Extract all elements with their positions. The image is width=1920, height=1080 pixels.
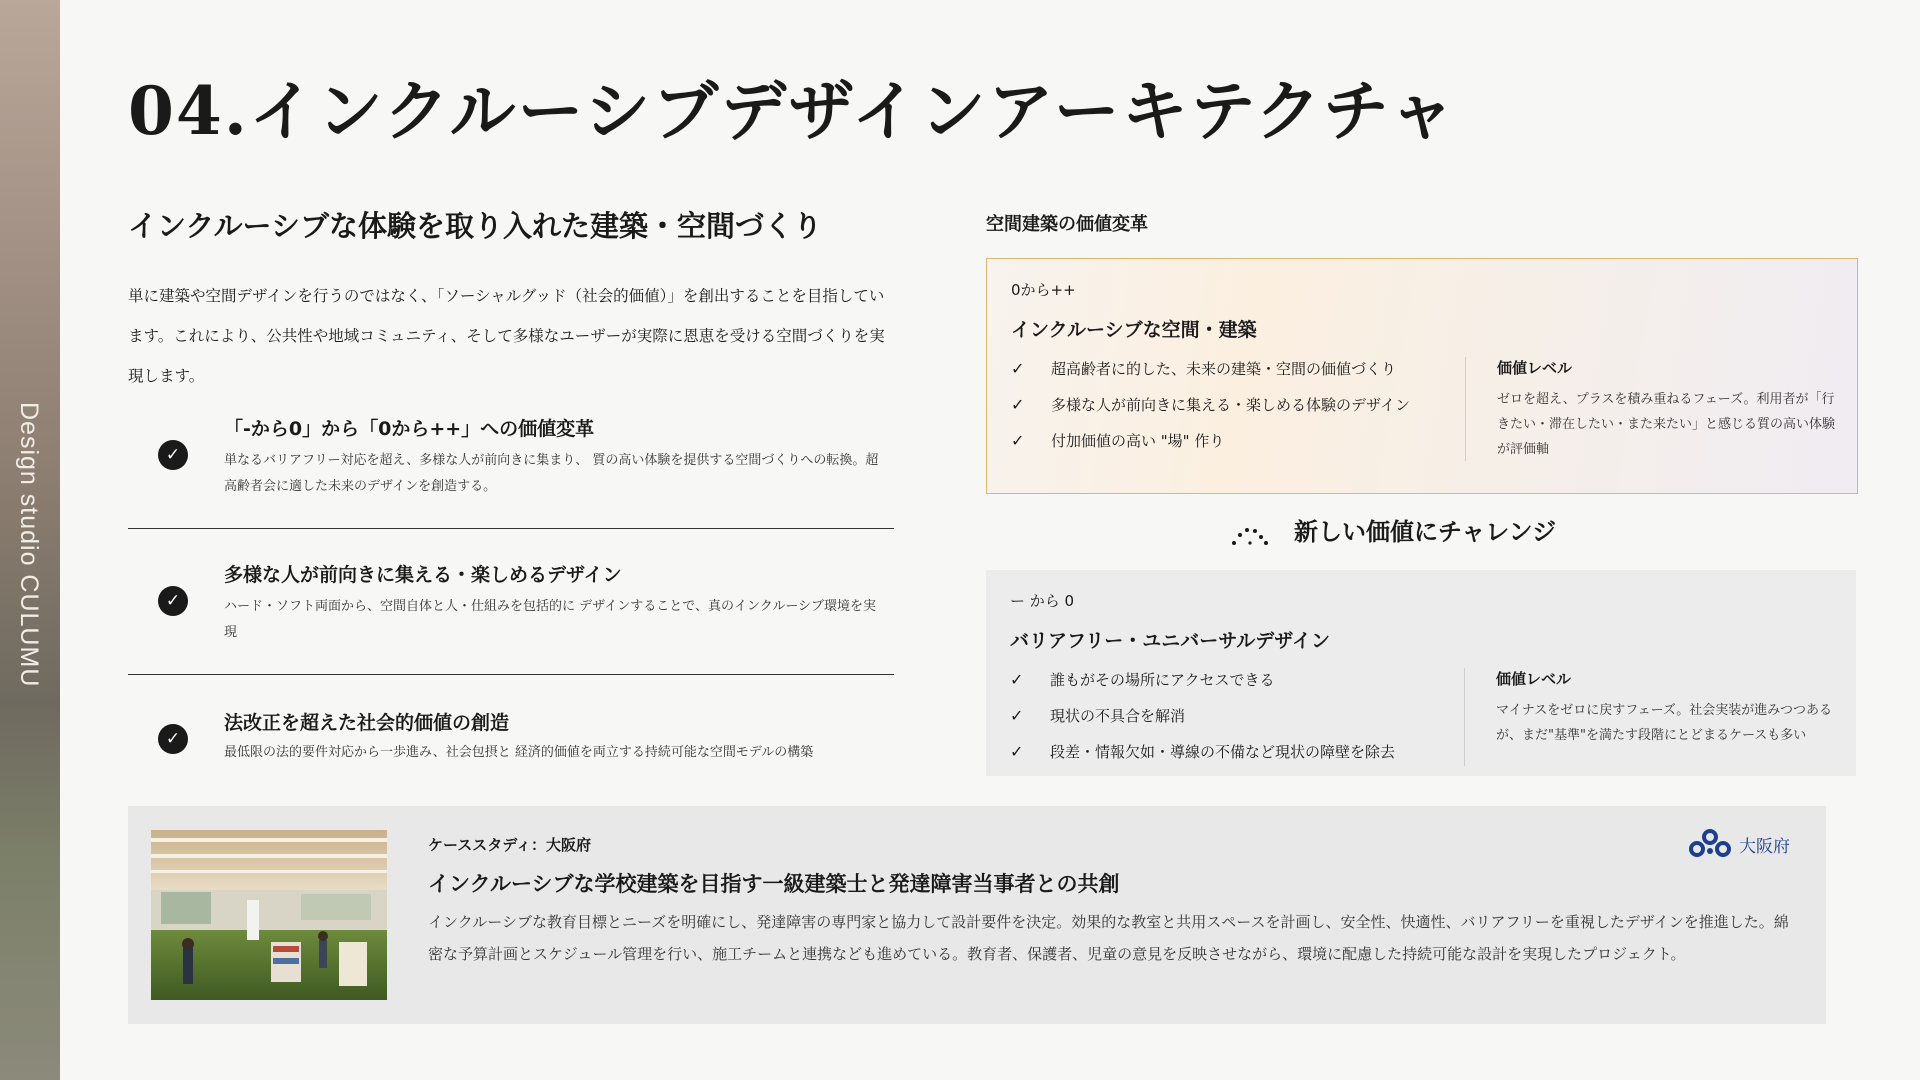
osaka-logo-text: 大阪府 — [1739, 836, 1790, 857]
list-item: ✓ 付加価値の高い "場" 作り — [1011, 423, 1410, 459]
school-interior-photo — [151, 830, 387, 1000]
check-circle-icon: ✓ — [158, 440, 188, 470]
check-icon: ✓ — [1010, 742, 1024, 761]
value-level-text: ゼロを超え、プラスを積み重ねるフェーズ。利用者が「行きたい・滞在したい・また来たい」と感じる質の高い体験が評価軸 — [1497, 392, 1836, 457]
divider — [1465, 357, 1466, 461]
card-title: バリアフリー・ユニバーサルデザイン — [1010, 630, 1330, 652]
list-item: ✓ 超高齢者に的した、未来の建築・空間の価値づくり — [1011, 351, 1410, 387]
list-item: ✓ 現状の不具合を解消 — [1010, 698, 1395, 734]
list-item: ✓ 段差・情報欠如・導線の不備など現状の障壁を除去 — [1010, 734, 1395, 770]
check-icon: ✓ — [1010, 706, 1024, 725]
point-description: ハード・ソフト両面から、空間自体と人・仕組みを包括的に デザインすることで、真のインクルーシブ環境を実現 — [224, 599, 877, 640]
barrier-free-card — [986, 570, 1856, 776]
value-level-label: 価値レベル — [1496, 670, 1572, 688]
card-list — [1011, 351, 1410, 459]
case-study-panel — [128, 806, 1826, 1024]
check-icon: ✓ — [1011, 359, 1025, 378]
card-list — [1010, 662, 1395, 770]
section-intro: 単に建築や空間デザインを行うのではなく、「ソーシャルグッド（社会的価値）」を創出することを目指しています。これにより、公共性や地域コミュニティ、そして多様なユーザーが実際に恩恵を受ける空間づくりを実現します。 — [128, 287, 885, 385]
case-study-title: インクルーシブな学校建築を目指す一級建築士と発達障害当事者との共創 — [428, 872, 1120, 896]
value-point — [128, 552, 894, 675]
point-title: 「-から0」から「0から++」への価値変革 — [224, 418, 595, 440]
case-study-text: インクルーシブな教育目標とニーズを明確にし、発達障害の専門家と協力して設計要件を決定。効果的な教室と共用スペースを計画し、安全性、快適性、バリアフリーを重視したデザインを推進した。綿密な予算計画とスケジュール管理を行い、施工チームと連携なども進めている。教育者、保護者、児童の意見を反映させながら、環境に配慮した持続可能な設計を実現したプロジェクト。 — [428, 913, 1789, 963]
value-level-text: マイナスをゼロに戻すフェーズ。社会実装が進みつつあるが、まだ"基準"を満たす段階にとどまるケースも多い — [1496, 703, 1833, 743]
brand-name: Design studio CULUMU — [15, 402, 43, 688]
page-title: 04.インクルーシブデザインアーキテクチャ — [128, 72, 1457, 150]
value-point — [128, 404, 894, 529]
value-level-label: 価値レベル — [1497, 359, 1573, 377]
card-title: インクルーシブな空間・建築 — [1011, 319, 1257, 341]
list-item: ✓ 誰もがその場所にアクセスできる — [1010, 662, 1395, 698]
check-circle-icon: ✓ — [158, 724, 188, 754]
point-title: 法改正を超えた社会的価値の創造 — [224, 712, 510, 734]
sidebar — [0, 0, 60, 1080]
check-icon: ✓ — [1011, 431, 1025, 450]
card-subtitle: 0から++ — [1011, 281, 1076, 299]
value-point — [128, 700, 894, 770]
check-icon: ✓ — [1011, 395, 1025, 414]
list-item: ✓ 多様な人が前向きに集える・楽しめる体験のデザイン — [1011, 387, 1410, 423]
rising-arc-icon — [1230, 519, 1270, 547]
challenge-text: 新しい価値にチャレンジ — [1294, 518, 1557, 546]
divider — [1464, 668, 1465, 766]
value-change-label: 空間建築の価値変革 — [986, 214, 1148, 235]
point-description: 単なるバリアフリー対応を超え、多様な人が前向きに集まり、 質の高い体験を提供する空間づくりへの転換。超高齢者会に適した未来のデザインを創造する。 — [224, 453, 879, 494]
section-heading: インクルーシブな体験を取り入れた建築・空間づくり — [128, 209, 822, 243]
osaka-logo-icon — [1687, 829, 1733, 859]
challenge-heading — [1230, 512, 1556, 552]
point-description: 最低限の法的要件対応から一歩進み、社会包摂と 経済的価値を両立する持続可能な空間モデルの構築 — [224, 745, 814, 760]
point-title: 多様な人が前向きに集える・楽しめるデザイン — [224, 564, 622, 586]
check-circle-icon: ✓ — [158, 586, 188, 616]
inclusive-card — [986, 258, 1858, 494]
osaka-prefecture-logo — [1687, 828, 1790, 860]
check-icon: ✓ — [1010, 670, 1024, 689]
case-study-label: ケーススタディ：大阪府 — [428, 836, 592, 854]
card-subtitle: ー から 0 — [1010, 592, 1075, 610]
